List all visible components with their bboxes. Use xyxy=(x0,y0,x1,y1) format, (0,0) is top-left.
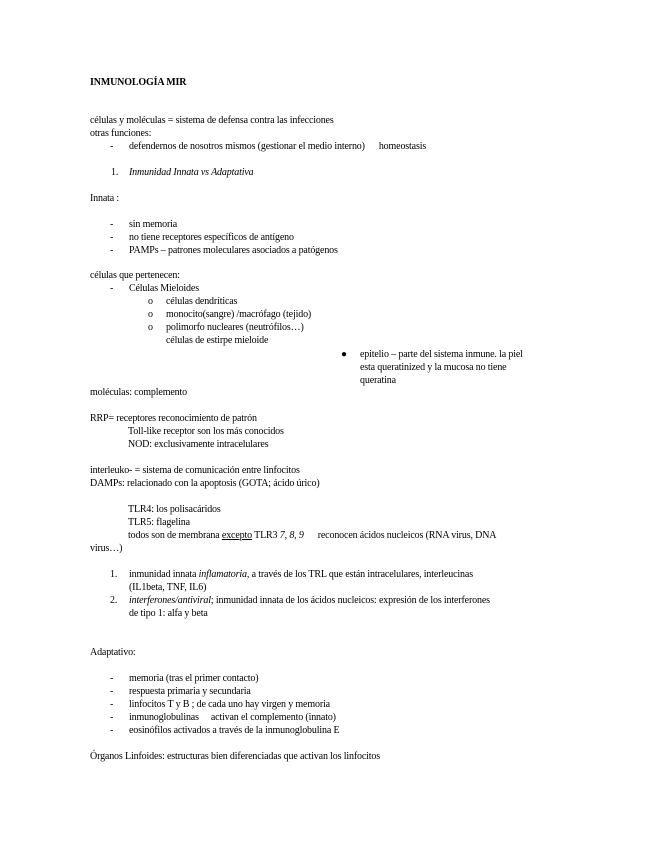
dash-bullet: - xyxy=(110,219,114,230)
list-item: memoria (tras el primer contacto) xyxy=(129,673,259,684)
list-number: 2. xyxy=(110,595,118,606)
list-item: monocito(sangre) /macrófago (tejido) xyxy=(166,309,312,320)
side-note-line: esta queratinized y la mucosa no tiene xyxy=(360,362,507,373)
numbered-item-continuation: de tipo 1: alfa y beta xyxy=(129,608,208,619)
list-item: polimorfo nucleares (neutrófilos…) xyxy=(166,322,304,333)
subheading: Innata : xyxy=(90,193,120,204)
circle-bullet: o xyxy=(148,309,153,320)
list-item: PAMPs – patrones moleculares asociados a patógenos xyxy=(129,245,338,256)
section-heading: Inmunidad Innata vs Adaptativa xyxy=(129,167,254,178)
list-item: células dendríticas xyxy=(166,296,238,307)
list-number: 1. xyxy=(110,569,118,580)
paragraph-line: todos son de membrana excepto TLR3 7, 8, 9 reconocen ácidos nucleicos (RNA virus, DNA xyxy=(128,530,497,541)
dash-bullet: - xyxy=(110,232,114,243)
list-item: defendernos de nosotros mismos (gestionar el medio interno) homeostasis xyxy=(129,141,427,152)
paragraph-line: virus…) xyxy=(90,543,123,554)
intro-line: otras funciones: xyxy=(90,128,152,139)
dash-bullet: - xyxy=(110,673,114,684)
side-note-line: epitelio – parte del sistema inmune. la piel xyxy=(360,349,523,360)
subheading: células que pertenecen: xyxy=(90,270,180,281)
list-item-continuation: células de estirpe mieloide xyxy=(166,335,269,346)
list-item: sin memoria xyxy=(129,219,178,230)
dash-bullet: - xyxy=(110,141,114,152)
disc-bullet: ● xyxy=(341,349,347,360)
paragraph-line: TLR4: los polisacáridos xyxy=(128,504,221,515)
list-item: respuesta primaria y secundaria xyxy=(129,686,251,697)
numbered-item: interferones/antiviral; inmunidad innata de los ácidos nucleicos: expresión de los interferones xyxy=(129,595,490,606)
numbered-item-continuation: (IL1beta, TNF, IL6) xyxy=(129,582,207,593)
paragraph-line: RRP= receptores reconocimiento de patrón xyxy=(90,413,257,424)
paragraph-line: Toll-like receptor son los más conocidos xyxy=(128,426,284,437)
side-note-line: queratina xyxy=(360,375,396,386)
list-item: Células Mieloides xyxy=(129,283,199,294)
paragraph-line: TLR5: flagelina xyxy=(128,517,190,528)
paragraph-line: NOD: exclusivamente intracelulares xyxy=(128,439,269,450)
paragraph-line: interleuko- = sistema de comunicación entre linfocitos xyxy=(90,465,300,476)
list-item: eosinófilos activados a través de la inmunoglobulina E xyxy=(129,725,340,736)
dash-bullet: - xyxy=(110,725,114,736)
section-number: 1. xyxy=(111,167,119,178)
list-item: no tiene receptores específicos de antígeno xyxy=(129,232,294,243)
dash-bullet: - xyxy=(110,712,114,723)
circle-bullet: o xyxy=(148,322,153,333)
dash-bullet: - xyxy=(110,686,114,697)
list-item: linfocitos T y B ; de cada uno hay virgen y memoria xyxy=(129,699,330,710)
paragraph-line: Órganos Linfoides: estructuras bien diferenciadas que activan los linfocitos xyxy=(90,751,380,762)
circle-bullet: o xyxy=(148,296,153,307)
paragraph-line: moléculas: complemento xyxy=(90,387,187,398)
numbered-item: inmunidad innata inflamatoria, a través de los TRL que están intracelulares, interleucinas xyxy=(129,569,473,580)
dash-bullet: - xyxy=(110,699,114,710)
dash-bullet: - xyxy=(110,245,114,256)
document-title: INMUNOLOGÍA MIR xyxy=(90,77,187,88)
intro-line: células y moléculas = sistema de defensa contra las infecciones xyxy=(90,115,334,126)
paragraph-line: DAMPs: relacionado con la apoptosis (GOTA; ácido úrico) xyxy=(90,478,320,489)
dash-bullet: - xyxy=(110,283,114,294)
subheading: Adaptativo: xyxy=(90,647,136,658)
list-item: inmunoglobulinas activan el complemento (innato) xyxy=(129,712,336,723)
